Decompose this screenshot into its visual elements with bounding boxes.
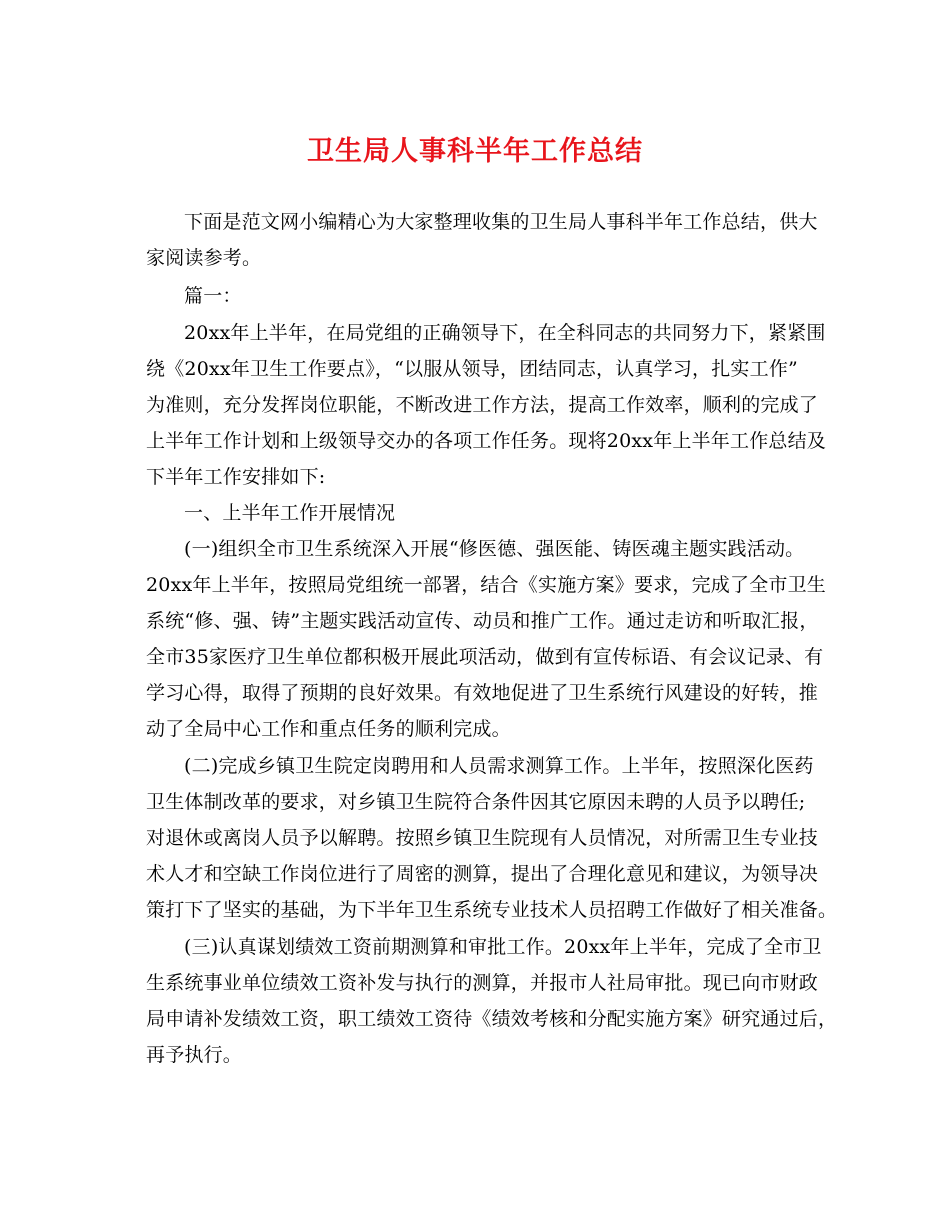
paragraph-line: 家阅读参考。: [146, 247, 262, 269]
section-heading: 一、上半年工作开展情况: [184, 502, 396, 524]
paragraph-line: 再予执行。: [146, 1044, 243, 1066]
paragraph-line: (一)组织全市卫生系统深入开展“修医德、强医能、铸医魂主题实践活动。: [184, 538, 805, 560]
paragraph-line: 对退休或离岗人员予以解聘。按照乡镇卫生院现有人员情况，对所需卫生专业技: [146, 827, 819, 849]
paragraph-line: 篇一：: [184, 285, 242, 307]
paragraph-line: 全市35家医疗卫生单位都积极开展此项活动，做到有宣传标语、有会议记录、有: [146, 646, 824, 668]
paragraph-line: 20xx年上半年，在局党组的正确领导下，在全科同志的共同努力下，紧紧围: [184, 322, 826, 344]
paragraph-line: 局申请补发绩效工资，职工绩效工资待《绩效考核和分配实施方案》研究通过后，: [146, 1008, 838, 1030]
paragraph-line: 下面是范文网小编精心为大家整理收集的卫生局人事科半年工作总结，供大: [184, 211, 818, 233]
paragraph-line: 术人才和空缺工作岗位进行了周密的测算，提出了合理化意见和建议，为领导决: [146, 863, 819, 885]
paragraph-line: 20xx年上半年，按照局党组统一部署，结合《实施方案》要求，完成了全市卫生: [146, 574, 827, 596]
paragraph-line: 为准则，充分发挥岗位职能，不断改进工作方法，提高工作效率，顺利的完成了: [146, 394, 819, 416]
paragraph-line: 系统“修、强、铸”主题实践活动宣传、动员和推广工作。通过走访和听取汇报，: [146, 610, 819, 632]
paragraph-line: 策打下了坚实的基础，为下半年卫生系统专业技术人员招聘工作做好了相关准备。: [146, 899, 838, 921]
paragraph-line: (三)认真谋划绩效工资前期测算和审批工作。20xx年上半年，完成了全市卫: [184, 936, 822, 958]
paragraph-line: 绕《20xx年卫生工作要点》，“以服从领导，团结同志，认真学习，扎实工作”: [146, 358, 798, 380]
paragraph-line: 卫生体制改革的要求，对乡镇卫生院符合条件因其它原因未聘的人员予以聘任;: [146, 791, 806, 813]
paragraph-line: (二)完成乡镇卫生院定岗聘用和人员需求测算工作。上半年，按照深化医药: [184, 755, 814, 777]
paragraph-line: 生系统事业单位绩效工资补发与执行的测算，并报市人社局审批。现已向市财政: [146, 972, 819, 994]
paragraph-line: 上半年工作计划和上级领导交办的各项工作任务。现将20xx年上半年工作总结及: [146, 430, 827, 452]
paragraph-line: 下半年工作安排如下:: [146, 466, 326, 488]
paragraph-line: 动了全局中心工作和重点任务的顺利完成。: [146, 718, 511, 740]
document-title: 卫生局人事科半年工作总结: [307, 136, 643, 167]
paragraph-line: 学习心得，取得了预期的良好效果。有效地促进了卫生系统行风建设的好转，推: [146, 682, 819, 704]
